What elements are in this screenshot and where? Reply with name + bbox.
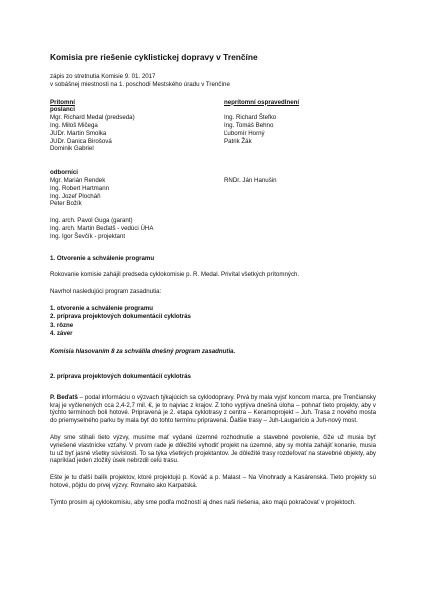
odbornici-label: odborníci <box>50 169 78 177</box>
attendance-row <box>50 200 376 208</box>
present-member: Dominik Gabriel <box>50 145 94 153</box>
others-list <box>50 217 376 240</box>
section-1-proposal: Navrhol nasledujúci program zasadnutia: <box>50 288 162 296</box>
present-member: JUDr. Danica Birošová <box>50 137 112 145</box>
absent-member: Patrik Žák <box>224 137 252 145</box>
section-1-heading: 1. Otvorenie a schválenie programu <box>50 254 155 262</box>
document-title: Komisia pre riešenie cyklistickej dopravy v Trenčíne <box>50 52 258 62</box>
present-member: Peter Božík <box>50 200 82 208</box>
present-header: Prítomní <box>50 98 75 106</box>
agenda-item: 1. otvorenie a schválenie programu <box>50 304 154 312</box>
attendance-row <box>50 193 376 201</box>
section-2-paragraph-3: Ešte je tu ďalší balík projektov, ktoré projektujú p. Kováč a p. Malast – Na Vinohrady a Kasárenská. Tieto projekty sú hotové, pôjdu do prvej výzvy. Rovnako ako Karpatská. <box>50 474 376 489</box>
agenda-list <box>50 305 376 338</box>
absent-member: Ing. Tomáš Behno <box>224 121 274 129</box>
present-member: Ing. Miloš Mičega <box>50 121 98 129</box>
paragraph-text: – podal informáciu o výzvach týkajúcich sa cyklodopravy. Prvá by mala vyjsť koncom marca, pre Trenčiansky kraj je vyčlenených cca 2,4-2,7 mil. €, je to najviac z krajov. Z toho vyplýva dnešná úloha – pohnať tieto projekty, aby v týchto termínoch boli hotové. Pripravená je 2. etapa cyklotrasy z centra – Keramoprojekt – Juh. Trasa z nového mosta do priemyselného parku by mala byť do tohto termínu pripravená. Ďalšie trasy – Juh-Laugarício a Juh-nový most. <box>50 393 376 425</box>
absent-member: RNDr. Ján Hanušin <box>224 176 277 184</box>
attendance-row <box>50 145 376 153</box>
speaker-name: P. Beďatš <box>50 393 78 401</box>
attendance-header <box>50 99 376 107</box>
document-page <box>50 52 376 506</box>
location-line: v sobášnej miestnosti na 1. poschodí Mestského úradu v Trenčíne <box>50 80 230 88</box>
attendance-row <box>50 130 376 138</box>
meeting-line: zápis zo stretnutia Komisie 9. 01. 2017 <box>50 73 156 80</box>
section-1-paragraph: Rokovanie komisie zahájil predseda cyklokomisie p. R. Medal. Privítal všetkých prítomných. <box>50 271 300 279</box>
agenda-item: 3. rôzne <box>50 321 74 329</box>
attendance-block <box>50 99 376 241</box>
section-2-paragraph-1 <box>50 394 376 425</box>
section-2-paragraph-2: Aby sme stihali tieto výzvy, musíme mať vydané územné rozhodnutie a stavebné povolenie, čiže už musia byť vyriešené vlastnícke vzťahy. V prvom rade je dôležité vyhodiť projekt na územné, aby sy mohla zahájiť konanie, musia tu už byť jasné všetky súvislosti. To sa týka všetkých projektantov. Je dôležité trasy rozdeľovať na stavebné objekty, aby napríklad jeden zložitý úsek nebrzdil celú trasu. <box>50 433 376 465</box>
present-member: Ing. Jozef Plocháň <box>50 192 101 200</box>
present-member: Mgr. Richard Medal (predseda) <box>50 114 135 122</box>
odbornici-list <box>50 177 376 208</box>
present-member: Ing. Robert Hartmann <box>50 184 110 192</box>
attendance-row <box>50 185 376 193</box>
poslanci-label: poslanci <box>50 106 75 114</box>
intro-block <box>50 73 376 89</box>
absent-member: Ľubomír Horný <box>224 129 265 137</box>
section-2-heading: 2. príprava projektových dokumentácií cyklotrás <box>50 372 191 380</box>
attendance-row <box>50 138 376 146</box>
absent-member: Ing. Richard Štefko <box>224 114 277 122</box>
section-2-paragraph-4: Týmto prosím aj cyklokomisiu, aby sme podľa možností aj dnes naši riešenia, ako majú pokračovať v projektoch. <box>50 498 356 506</box>
other-attendee: Ing. arch. Pavol Guga (garant) <box>50 217 133 225</box>
vote-result: Komisia hlasovaním 8 za schválila dnešný program zasadnutia. <box>50 348 236 356</box>
poslanci-list <box>50 114 376 153</box>
present-member: JUDr. Martin Smolka <box>50 129 107 137</box>
attendance-row <box>50 122 376 130</box>
present-member: Mgr. Marián Rendek <box>50 176 106 184</box>
attendance-row <box>50 114 376 122</box>
agenda-item: 4. záver <box>50 329 73 337</box>
absent-header: neprítomní ospravedlnení <box>224 98 300 106</box>
agenda-item: 2. príprava projektových dokumentácií cyklotrás <box>50 313 191 321</box>
attendance-row <box>50 177 376 185</box>
other-attendee: Ing. Igor Ševčík - projektant <box>50 232 126 240</box>
other-attendee: Ing. arch. Martin Beďatš - vedúci ÚHA <box>50 224 154 232</box>
